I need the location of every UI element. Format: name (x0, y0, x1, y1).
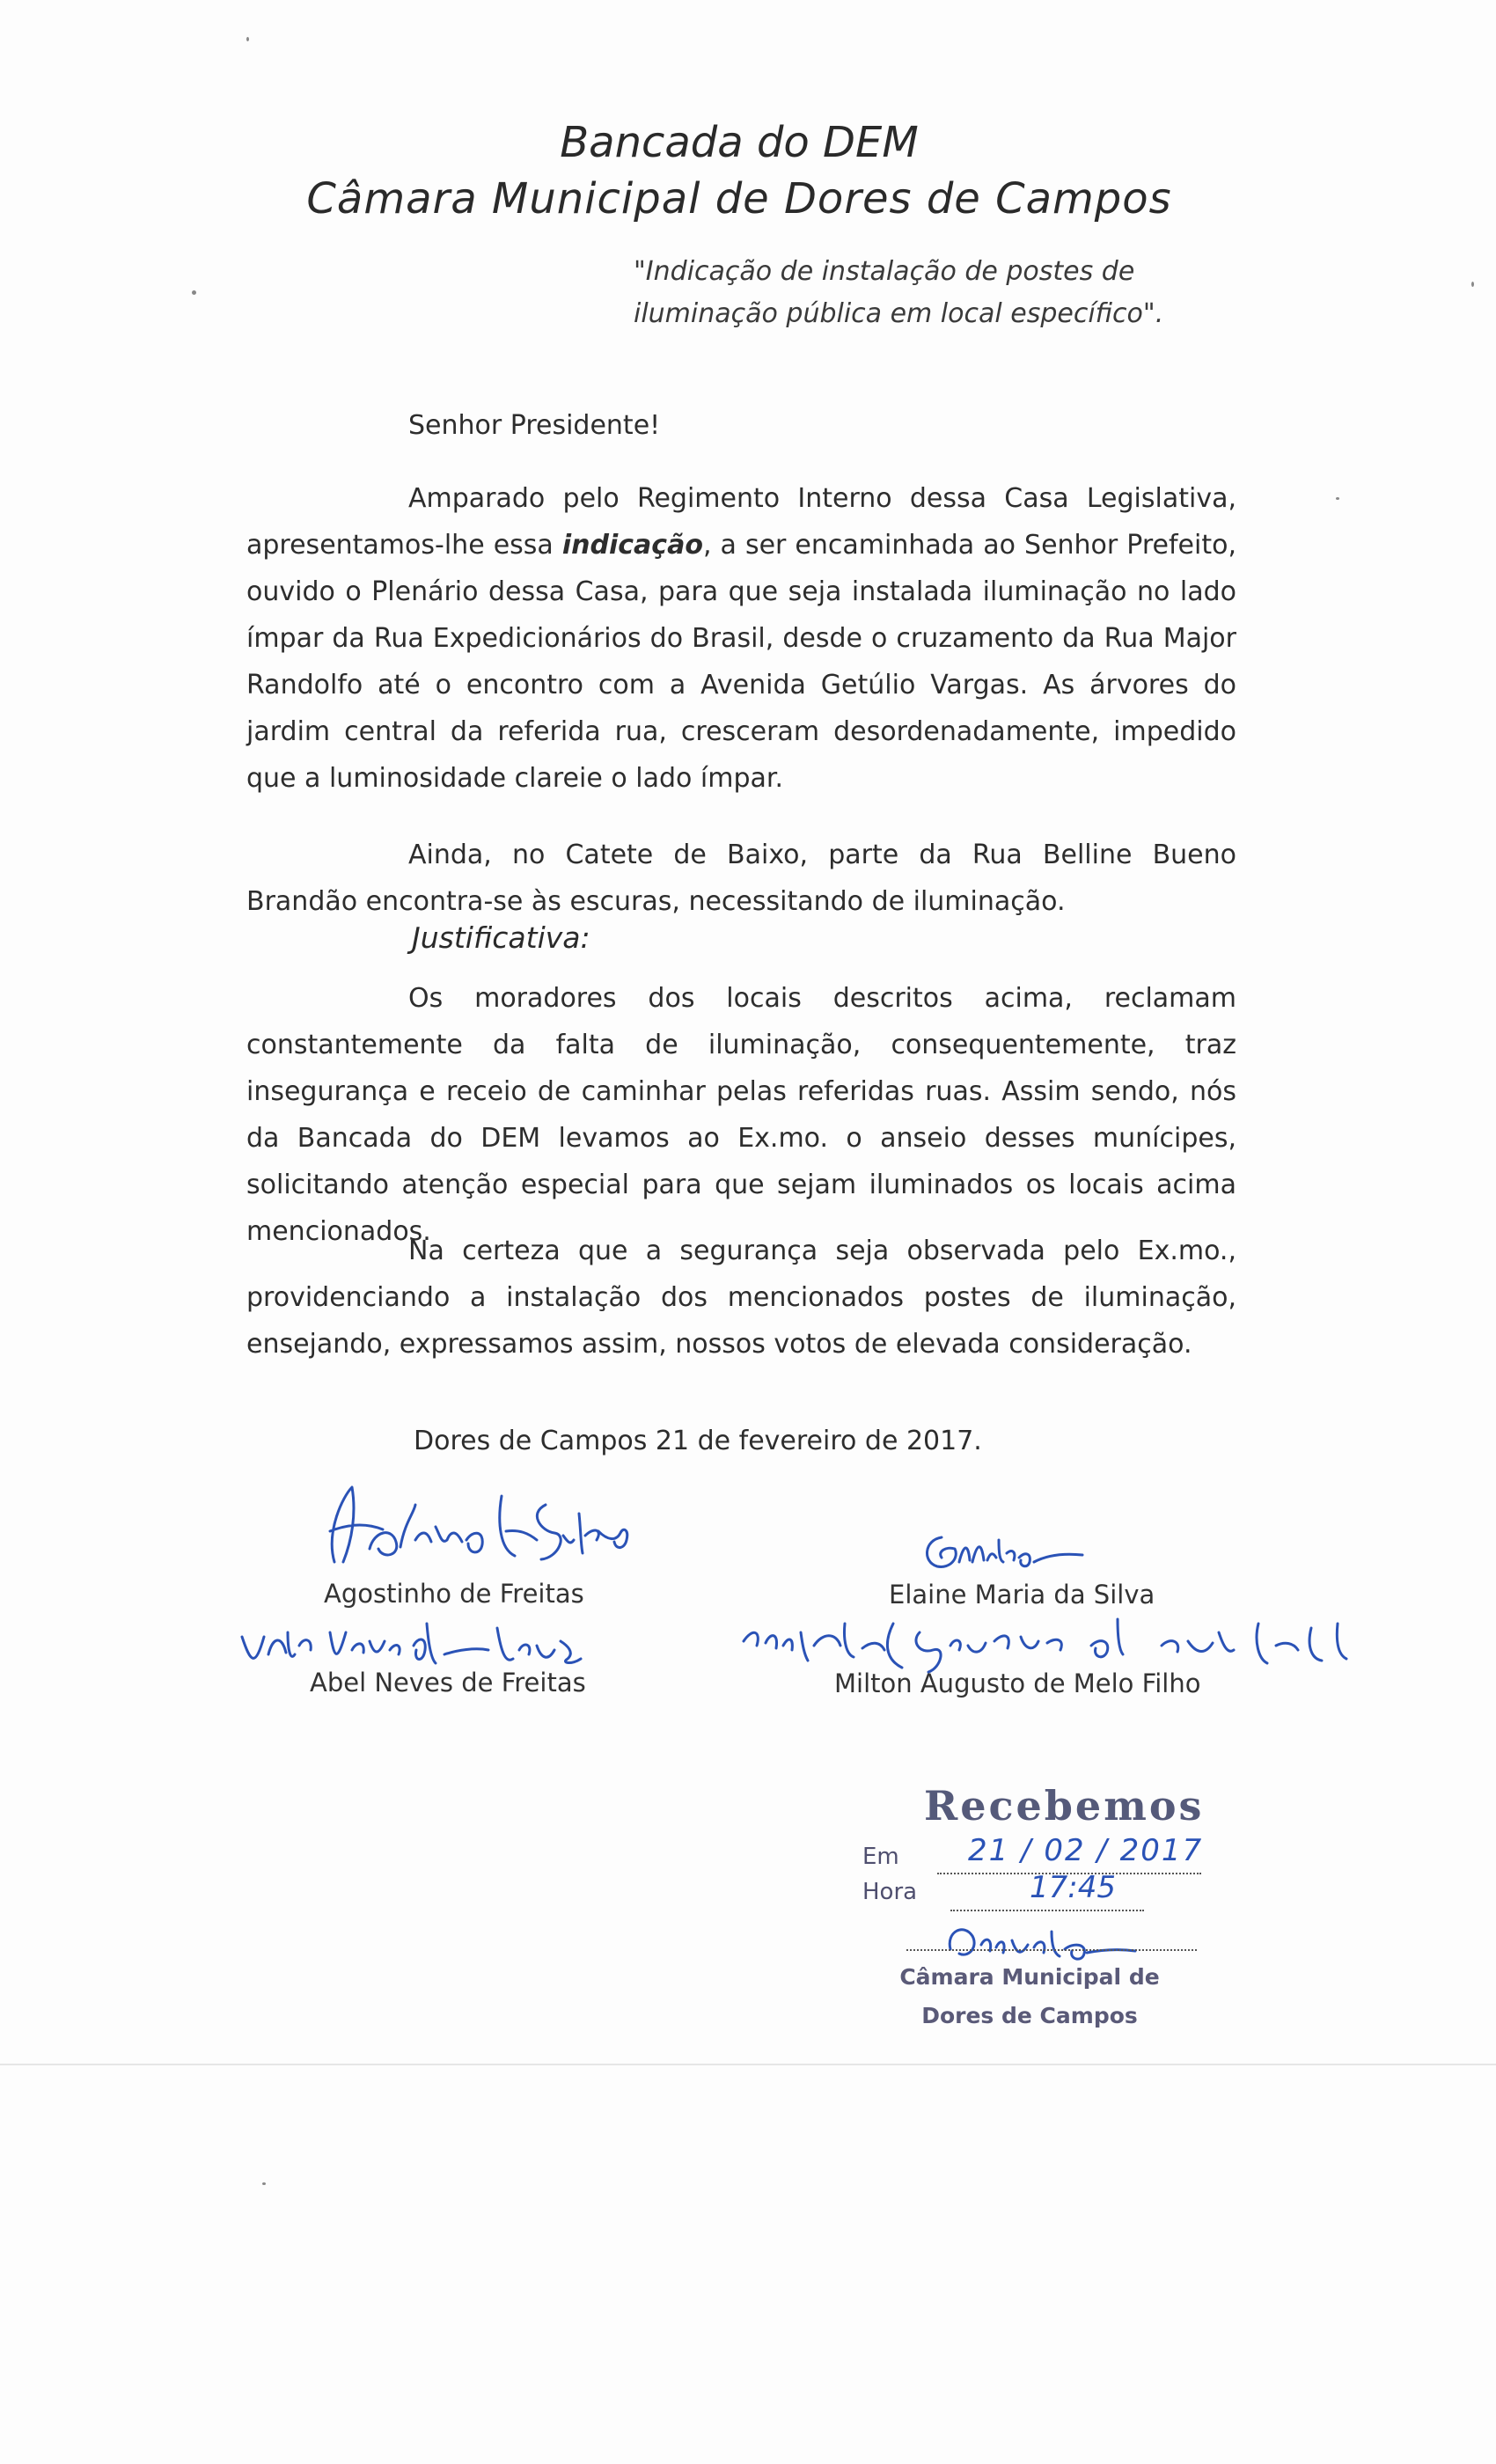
stamp-time-line (950, 1910, 1144, 1911)
paragraph-request-emphasis: indicação (561, 530, 703, 561)
salutation: Senhor Presidente! (408, 410, 661, 441)
header-party: Bancada do DEM (560, 118, 919, 167)
signatory-milton: Milton Augusto de Melo Filho (834, 1668, 1201, 1698)
signature-elaine (915, 1527, 1179, 1580)
stamp-time-value: 17:45 (1030, 1870, 1116, 1905)
document-header (0, 114, 1478, 227)
justification-heading: Justificativa: (412, 920, 590, 955)
scan-speck (1471, 282, 1474, 287)
stamp-hora-label: Hora (862, 1879, 918, 1905)
paragraph-request (246, 475, 1236, 802)
paragraph-request-start: Amparado pelo Regimento Interno dessa Casa Legislativa, apresentamos-lhe essa (246, 483, 1236, 561)
stamp-organization (898, 1958, 1162, 2035)
stamp-signature-line (906, 1949, 1197, 1951)
stamp-org-line-2: Dores de Campos (921, 2003, 1138, 2028)
signature-agostinho (317, 1478, 669, 1575)
scan-speck (192, 290, 196, 295)
stamp-date-value: 21 / 02 / 2017 (968, 1833, 1204, 1868)
signatory-agostinho: Agostinho de Freitas (324, 1579, 584, 1609)
scan-speck (246, 37, 249, 41)
header-chamber: Câmara Municipal de Dores de Campos (306, 174, 1172, 224)
stamp-org-line-1: Câmara Municipal de (899, 1964, 1160, 1990)
date-line: Dores de Campos 21 de fevereiro de 2017. (414, 1426, 982, 1456)
received-stamp (854, 1782, 1241, 2046)
signatory-abel: Abel Neves de Freitas (310, 1668, 586, 1698)
subject-line (634, 251, 1214, 335)
stamp-em-label: Em (862, 1844, 899, 1870)
scan-speck (1336, 497, 1339, 500)
stamp-title: Recebemos (924, 1782, 1205, 1830)
subject-line-1: "Indicação de instalação de postes de (634, 256, 1135, 287)
paragraph-catete: Ainda, no Catete de Baixo, parte da Rua Belline Bueno Brandão encontra-se às escuras, necessitando de iluminação. (246, 840, 1236, 917)
paragraph-justification: Os moradores dos locais descritos acima, reclamam constantemente da falta de iluminação, consequentemente, traz insegurança e receio de caminhar pelas referidas ruas. Assim sendo, nós da Bancada do DEM levamos ao Ex.mo. o anseio desses munícipes, solicitando atenção especial para que sejam iluminados os locais acima mencionados. (246, 983, 1236, 1247)
signatory-elaine: Elaine Maria da Silva (889, 1580, 1155, 1610)
paragraph-request-end: , a ser encaminhada ao Senhor Prefeito, ouvido o Plenário dessa Casa, para que seja instalada iluminação no lado ímpar da Rua Expedicionários do Brasil, desde o cruzamento da Rua Major Randolfo até o encontro com a Avenida Getúlio Vargas. As árvores do jardim central da referida rua, cresceram desordenadamente, impedido que a luminosidade clareie o lado ímpar. (246, 530, 1236, 794)
scan-speck (262, 2182, 266, 2185)
subject-line-2: iluminação pública em local específico". (634, 298, 1164, 329)
paragraph-closing: Na certeza que a segurança seja observada pelo Ex.mo., providenciando a instalação dos mencionados postes de iluminação, ensejando, expressamos assim, nossos votos de elevada consideração. (246, 1236, 1236, 1360)
scan-fold-line (0, 2064, 1496, 2065)
